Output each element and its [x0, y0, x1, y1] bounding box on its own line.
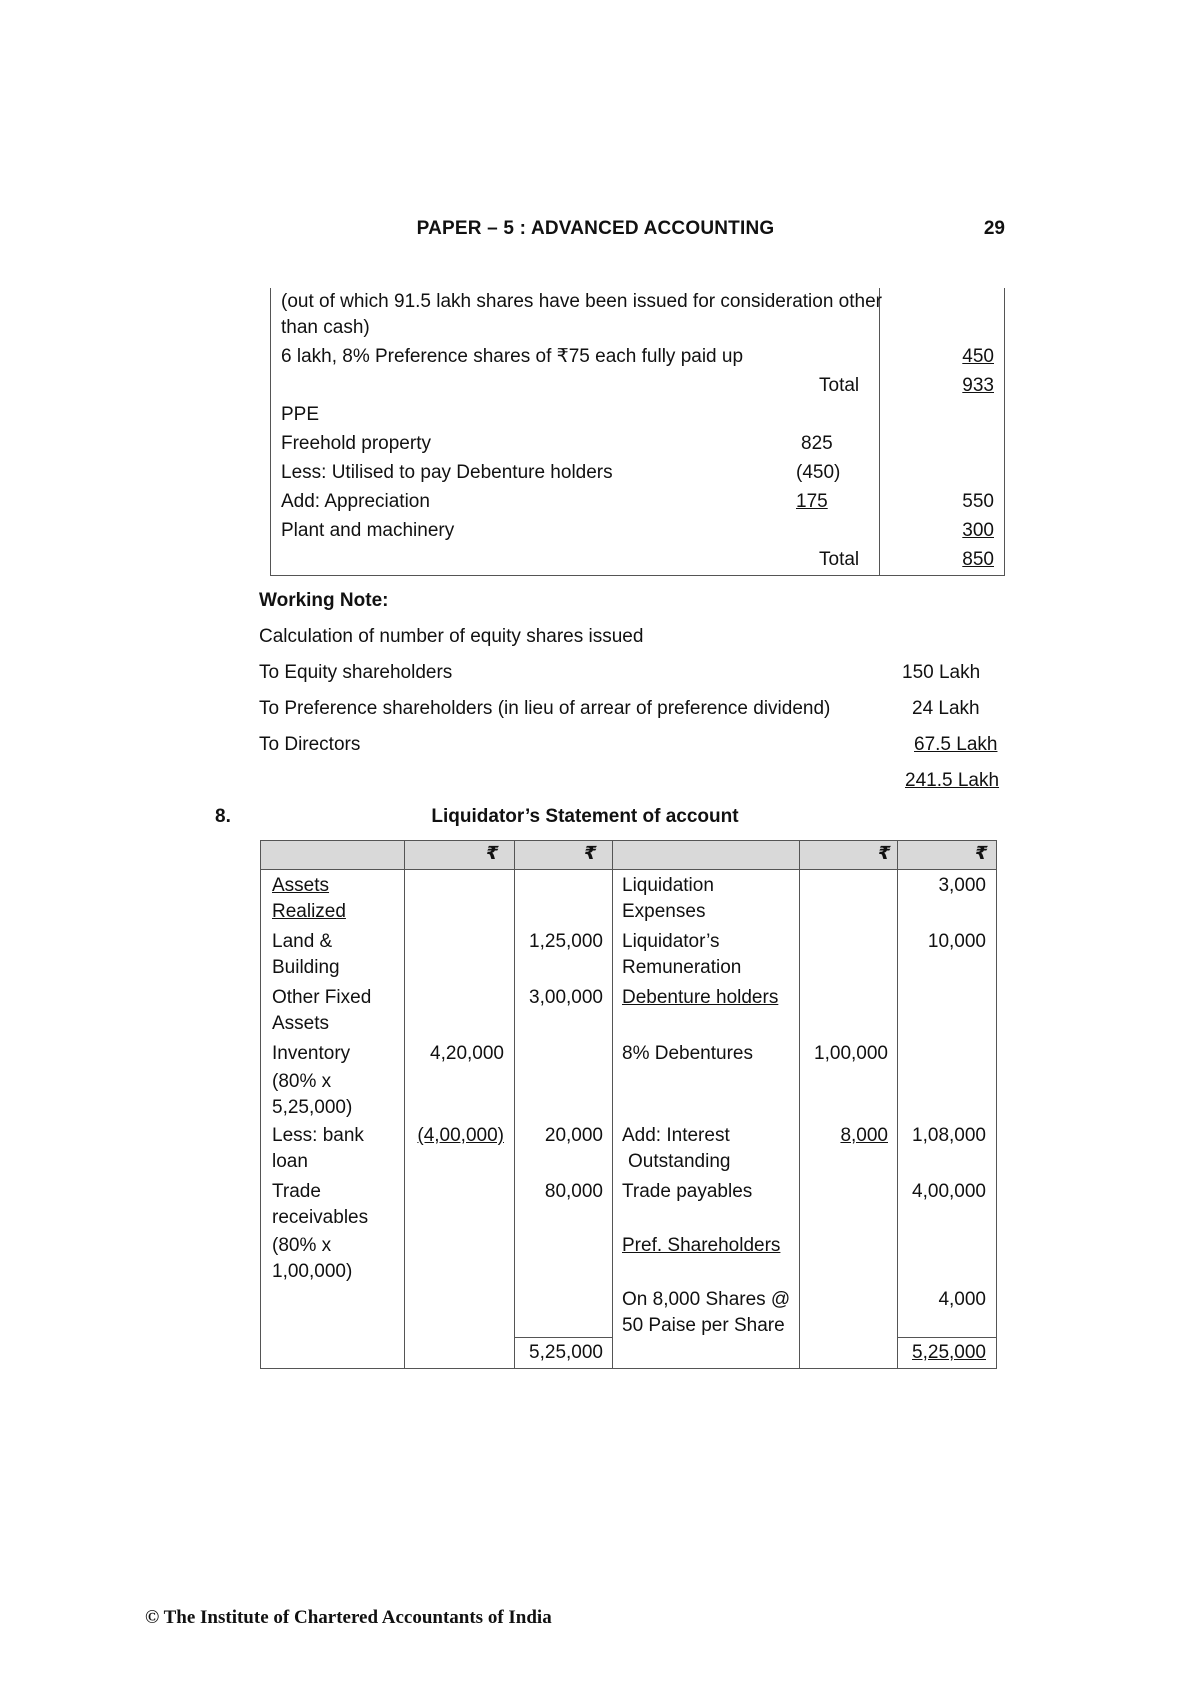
bank-loan-subvalue: (4,00,000): [417, 1125, 504, 1146]
liquidation-expenses-value: 3,000: [938, 875, 986, 896]
rupee-icon: ₹: [878, 843, 891, 863]
working-note-subtitle: Calculation of number of equity shares issued: [259, 626, 644, 647]
debenture-holders-heading: Debenture holders: [622, 987, 779, 1008]
debentures-label: 8% Debentures: [622, 1043, 753, 1064]
left-total-value: 5,25,000: [529, 1342, 603, 1363]
liquidation-expenses-label: Liquidation: [622, 875, 714, 896]
land-value: 1,25,000: [529, 931, 603, 952]
rupee-icon: ₹: [584, 843, 597, 863]
liquidation-expenses-label-2: Expenses: [622, 901, 706, 922]
pref-payment-label: On 8,000 Shares @: [622, 1289, 791, 1310]
copyright-footer: © The Institute of Chartered Accountants of India: [145, 1607, 552, 1628]
less-utilised-label: Less: Utilised to pay Debenture holders: [281, 462, 613, 483]
assets-realized-heading: Assets: [272, 875, 330, 896]
question-number: 8.: [215, 806, 231, 827]
land-label: Land &: [272, 931, 333, 952]
total-value-2: 850: [962, 549, 994, 570]
remuneration-label-2: Remuneration: [622, 957, 742, 978]
liquidator-statement-table: [260, 840, 997, 1369]
pref-payment-value: 4,000: [938, 1289, 986, 1310]
remuneration-label: Liquidator’s: [622, 931, 720, 952]
freehold-label: Freehold property: [281, 433, 431, 454]
column-divider: [879, 288, 880, 575]
pref-shareholders-label: To Preference shareholders (in lieu of arrear of preference dividend): [259, 698, 831, 719]
interest-label: Add: Interest: [622, 1125, 730, 1146]
balance-sheet-extract: [270, 288, 1005, 576]
other-assets-value: 3,00,000: [529, 987, 603, 1008]
directors-value: 67.5 Lakh: [914, 734, 998, 755]
land-label-2: Building: [272, 957, 340, 978]
rupee-icon: ₹: [486, 843, 499, 863]
col-divider-4: [799, 841, 800, 1368]
directors-label: To Directors: [259, 734, 361, 755]
ppe-heading: PPE: [281, 404, 320, 425]
col-divider-3: [612, 841, 613, 1368]
inventory-subvalue: 4,20,000: [430, 1043, 504, 1064]
pref-payment-label-2: 50 Paise per Share: [622, 1315, 785, 1336]
interest-label-2: Outstanding: [628, 1151, 731, 1172]
other-assets-label-2: Assets: [272, 1013, 330, 1034]
freehold-net-value: 550: [962, 491, 994, 512]
plant-value: 300: [962, 520, 994, 541]
trade-receivables-note: (80% x: [272, 1235, 332, 1256]
debentures-subvalue: 1,00,000: [814, 1043, 888, 1064]
total-label-2: Total: [819, 549, 860, 570]
bank-loan-label: Less: bank: [272, 1125, 364, 1146]
inventory-note: (80% x: [272, 1071, 332, 1092]
other-assets-label: Other Fixed: [272, 987, 372, 1008]
total-value-1: 933: [962, 375, 994, 396]
bank-loan-label-2: loan: [272, 1151, 308, 1172]
pref-shareholders-heading: Pref. Shareholders: [622, 1235, 781, 1256]
assets-realized-heading-2: Realized: [272, 901, 346, 922]
col-divider-1: [404, 841, 405, 1368]
interest-subvalue: 8,000: [840, 1125, 888, 1146]
freehold-value: 825: [801, 433, 833, 454]
equity-shareholders-value: 150 Lakh: [902, 662, 981, 683]
inventory-label: Inventory: [272, 1043, 351, 1064]
page-header-title: PAPER – 5 : ADVANCED ACCOUNTING: [416, 218, 775, 239]
pref-shares-label: 6 lakh, 8% Preference shares of ₹75 each fully paid up: [281, 346, 744, 367]
inventory-note-2: 5,25,000): [272, 1097, 353, 1118]
col-divider-2: [514, 841, 515, 1368]
statement-title: Liquidator’s Statement of account: [431, 806, 739, 827]
pref-shareholders-value: 24 Lakh: [912, 698, 980, 719]
add-appreciation-label: Add: Appreciation: [281, 491, 430, 512]
total-label-1: Total: [819, 375, 860, 396]
page-number: 29: [983, 218, 1005, 239]
right-total-value: 5,25,000: [912, 1342, 986, 1363]
less-utilised-value: (450): [796, 462, 841, 483]
trade-receivables-value: 80,000: [544, 1181, 603, 1202]
trade-payables-value: 4,00,000: [912, 1181, 986, 1202]
debentures-total-value: 1,08,000: [912, 1125, 986, 1146]
equity-shareholders-label: To Equity shareholders: [259, 662, 453, 683]
trade-receivables-note-2: 1,00,000): [272, 1261, 353, 1282]
trade-receivables-label: Trade: [272, 1181, 321, 1202]
trade-payables-label: Trade payables: [622, 1181, 753, 1202]
plant-label: Plant and machinery: [281, 520, 455, 541]
working-note-title: Working Note:: [259, 590, 389, 611]
bank-loan-value: 20,000: [544, 1125, 603, 1146]
remuneration-value: 10,000: [927, 931, 986, 952]
working-note-total: 241.5 Lakh: [905, 770, 1000, 791]
share-note-line-1: (out of which 91.5 lakh shares have been issued for consideration other: [281, 291, 882, 312]
share-note-line-2: than cash): [281, 317, 370, 338]
pref-shares-value: 450: [962, 346, 994, 367]
rupee-icon: ₹: [975, 843, 988, 863]
add-appreciation-value: 175: [796, 491, 828, 512]
trade-receivables-label-2: receivables: [272, 1207, 369, 1228]
